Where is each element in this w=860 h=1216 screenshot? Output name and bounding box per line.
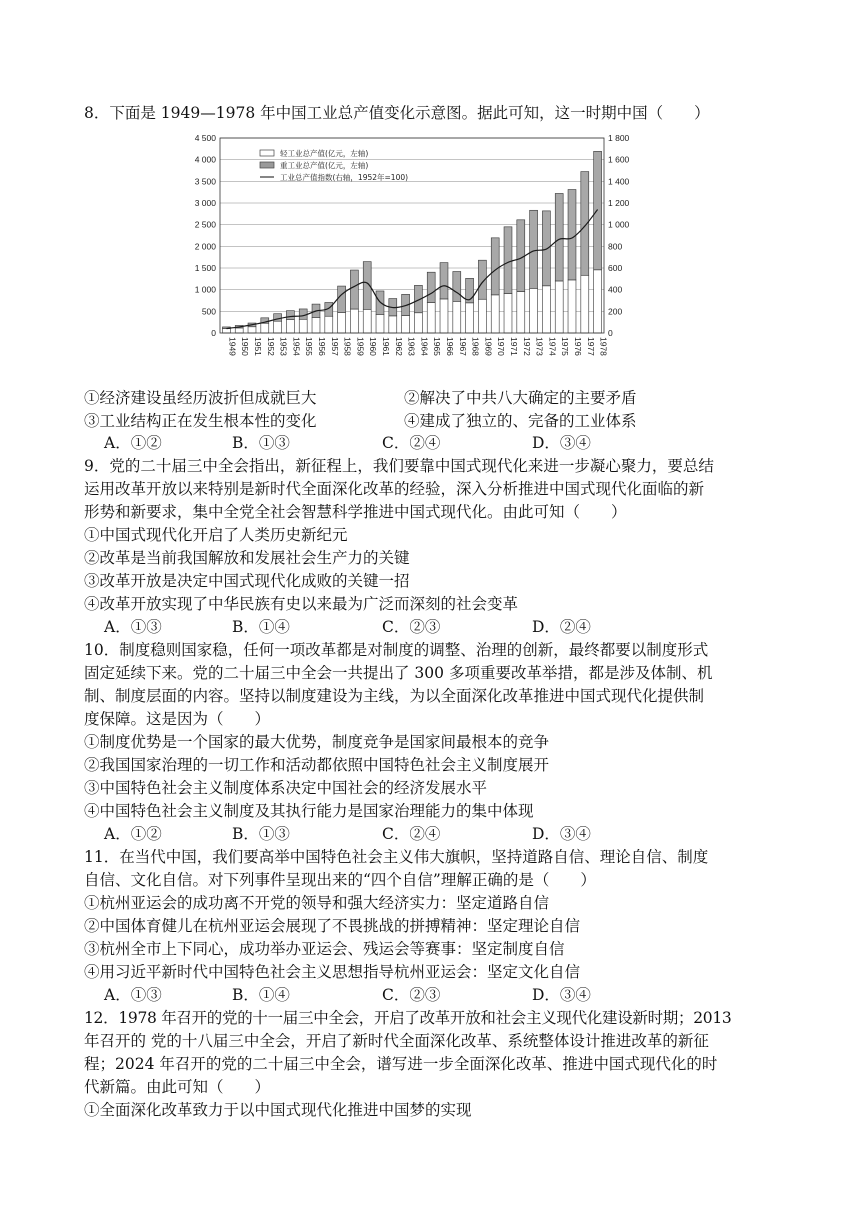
legend-index-label: 工业总产值指数(右轴，1952年=100) — [280, 173, 409, 182]
chart-legend — [260, 148, 408, 183]
right-tick-label: 1 200 — [608, 198, 630, 208]
x-tick-label: 1974 — [547, 337, 558, 356]
q9-stem-line-2: 运用改革开放以来特别是新时代全面深化改革的经验，深入分析推进中国式现代化面临的新 — [84, 480, 705, 498]
x-tick-label: 1959 — [355, 337, 366, 356]
industrial-output-chart — [186, 128, 630, 366]
bar-heavy-industry — [517, 220, 525, 292]
q8-option-d[interactable]: D．③④ — [532, 434, 591, 452]
q12-stem-line-4: 代新篇。由此可知（ ） — [84, 1078, 271, 1096]
q11-stem-line-2: 自信、文化自信。对下列事件呈现出来的“四个自信”理解正确的是（ ） — [84, 871, 596, 889]
bar-light-industry — [312, 317, 320, 333]
x-tick-label: 1963 — [406, 337, 417, 356]
bar-heavy-industry — [453, 272, 461, 302]
bar-heavy-industry — [555, 193, 563, 280]
chart-index-line — [226, 210, 597, 329]
x-tick-label: 1955 — [304, 337, 315, 356]
q10-option-d[interactable]: D．③④ — [532, 825, 591, 843]
q9-option-d[interactable]: D．②④ — [532, 618, 591, 636]
right-tick-label: 1 000 — [608, 219, 630, 230]
bar-light-industry — [402, 316, 410, 333]
q10-stem-line-4: 度保障。这是因为（ ） — [84, 710, 271, 728]
bar-light-industry — [478, 299, 486, 333]
right-tick-label: 1 600 — [608, 154, 630, 165]
q12-stem-line-2: 年召开的 党的十八届三中全会，开启了新时代全面深化改革、系统整体设计推进改革的新征 — [84, 1032, 709, 1050]
q11-item-3: ③杭州全市上下同心，成功举办亚运会、残运会等赛事：坚定制度自信 — [84, 940, 565, 958]
bar-light-industry — [325, 316, 333, 333]
q10-stem-line-2: 固定延续下来。党的二十届三中全会一共提出了 300 多项重要改革举措，都是涉及体制、机 — [84, 664, 713, 682]
index-line-path — [226, 210, 597, 329]
right-tick-label: 800 — [608, 241, 623, 252]
bar-heavy-industry — [491, 238, 499, 295]
right-tick-label: 0 — [608, 328, 613, 338]
x-tick-label: 1957 — [329, 337, 340, 356]
legend-heavy-swatch — [260, 162, 274, 168]
x-tick-label: 1970 — [496, 337, 507, 356]
x-tick-label: 1968 — [470, 337, 481, 356]
left-tick-label: 2 500 — [194, 219, 216, 230]
left-tick-label: 500 — [201, 306, 216, 317]
x-tick-label: 1966 — [445, 337, 455, 356]
x-tick-label: 1967 — [457, 337, 468, 356]
x-tick-label: 1952 — [265, 337, 276, 356]
legend-light-label: 轻工业总产值(亿元，左轴) — [280, 149, 369, 158]
left-axis-ticks — [195, 133, 217, 338]
q10-item-3: ③中国特色社会主义制度体系决定中国社会的经济发展水平 — [84, 779, 488, 797]
q12-stem-line-1: 12．1978 年召开的党的十一届三中全会，开启了改革开放和社会主义现代化建设新时期；2013 — [84, 1009, 732, 1027]
q9-stem-line-1: 9．党的二十届三中全会指出，新征程上，我们要靠中国式现代化来进一步凝心聚力，要总结 — [84, 457, 714, 475]
bar-light-industry — [363, 309, 371, 333]
q10-option-a[interactable]: A．①② — [104, 825, 162, 843]
right-tick-label: 600 — [608, 263, 623, 273]
bar-light-industry — [491, 295, 499, 333]
x-tick-label: 1953 — [278, 337, 289, 356]
q11-option-d[interactable]: D．③④ — [532, 986, 591, 1004]
right-tick-label: 400 — [608, 284, 623, 295]
q8-item-2: ②解决了中共八大确定的主要矛盾 — [404, 389, 637, 407]
q9-item-3: ③改革开放是决定中国式现代化成败的关键一招 — [84, 572, 410, 590]
bar-heavy-industry — [594, 151, 602, 269]
bar-heavy-industry — [286, 311, 294, 320]
legend-light-swatch — [260, 150, 274, 156]
q10-option-b[interactable]: B．①③ — [232, 825, 290, 843]
bar-light-industry — [594, 270, 602, 333]
bar-heavy-industry — [350, 270, 358, 309]
x-tick-label: 1958 — [342, 337, 353, 356]
left-tick-label: 1 500 — [194, 263, 216, 273]
right-axis-ticks — [608, 133, 630, 338]
bar-light-industry — [440, 299, 448, 333]
q9-option-c[interactable]: C．②③ — [382, 618, 441, 636]
q8-option-a[interactable]: A．①② — [104, 434, 162, 452]
q8-item-3: ③工业结构正在发生根本性的变化 — [84, 412, 317, 430]
q12-stem-line-3: 程；2024 年召开的党的二十届三中全会，谱写进一步全面深化改革、推进中国式现代化的时 — [84, 1055, 718, 1073]
left-tick-label: 3 500 — [194, 176, 216, 187]
q11-item-2: ②中国体育健儿在杭州亚运会展现了不畏挑战的拼搏精神：坚定理论自信 — [84, 917, 581, 935]
bar-heavy-industry — [530, 210, 538, 288]
bar-light-industry — [338, 312, 346, 333]
x-tick-label: 1951 — [253, 337, 263, 356]
bar-light-industry — [286, 320, 294, 333]
bar-light-industry — [376, 314, 384, 333]
x-tick-label: 1973 — [534, 337, 545, 356]
bar-light-industry — [466, 303, 474, 333]
bar-light-industry — [248, 327, 256, 333]
x-tick-label: 1978 — [598, 337, 609, 356]
bar-light-industry — [389, 316, 397, 333]
left-tick-label: 3 000 — [194, 198, 216, 208]
q11-item-4: ④用习近平新时代中国特色社会主义思想指导杭州亚运会：坚定文化自信 — [84, 963, 581, 981]
bar-heavy-industry — [299, 309, 307, 319]
left-tick-label: 0 — [211, 328, 216, 338]
x-tick-label: 1972 — [521, 337, 532, 356]
q12-item-1: ①全面深化改革致力于以中国式现代化推进中国梦的实现 — [84, 1101, 472, 1119]
q10-stem-line-3: 制、制度层面的内容。坚持以制度建设为主线，为以全面深化改革推进中国式现代化提供制 — [84, 687, 705, 705]
x-tick-label: 1969 — [483, 337, 494, 356]
bar-heavy-industry — [542, 211, 550, 286]
q8-item-4: ④建成了独立的、完备的工业体系 — [404, 412, 637, 430]
bar-heavy-industry — [427, 272, 435, 302]
left-tick-label: 2 000 — [194, 241, 216, 252]
x-tick-label: 1965 — [432, 337, 443, 356]
x-tick-label: 1964 — [419, 337, 430, 356]
x-tick-label: 1961 — [381, 337, 391, 356]
bar-light-industry — [299, 319, 307, 333]
right-tick-label: 200 — [608, 306, 623, 317]
right-tick-label: 1 400 — [608, 176, 630, 187]
q9-item-4: ④改革开放实现了中华民族有史以来最为广泛而深刻的社会变革 — [84, 595, 519, 613]
bar-light-industry — [350, 309, 358, 333]
left-tick-label: 4 000 — [194, 154, 216, 165]
bar-light-industry — [274, 321, 282, 333]
q11-item-1: ①杭州亚运会的成功离不开党的领导和强大经济实力：坚定道路自信 — [84, 894, 550, 912]
q11-option-a[interactable]: A．①③ — [104, 986, 162, 1004]
q11-option-c[interactable]: C．②③ — [382, 986, 441, 1004]
bar-light-industry — [261, 323, 269, 333]
legend-heavy-label: 重工业总产值(亿元，左轴) — [280, 161, 369, 170]
x-tick-label: 1956 — [317, 337, 327, 356]
left-tick-label: 1 000 — [194, 284, 216, 295]
bar-heavy-industry — [568, 190, 576, 280]
q8-item-1: ①经济建设虽经历波折但成就巨大 — [84, 389, 317, 407]
bar-light-industry — [414, 313, 422, 333]
left-tick-label: 4 500 — [194, 133, 216, 143]
bar-light-industry — [504, 293, 512, 333]
q10-item-4: ④中国特色社会主义制度及其执行能力是国家治理能力的集中体现 — [84, 802, 534, 820]
bar-light-industry — [453, 301, 461, 333]
bar-heavy-industry — [440, 263, 448, 299]
q10-stem-line-1: 10．制度稳则国家稳，任何一项改革都是对制度的调整、治理的创新，最终都要以制度形式 — [84, 641, 709, 659]
bar-heavy-industry — [338, 286, 346, 312]
bar-heavy-industry — [504, 227, 512, 294]
q9-option-a[interactable]: A．①③ — [104, 618, 162, 636]
bar-light-industry — [542, 286, 550, 333]
q8-option-b[interactable]: B．①③ — [232, 434, 290, 452]
bar-light-industry — [568, 280, 576, 333]
q8-stem: 8．下面是 1949—1978 年中国工业总产值变化示意图。据此可知，这一时期中国（ ） — [84, 104, 710, 122]
q10-item-1: ①制度优势是一个国家的最大优势，制度竞争是国家间最根本的竞争 — [84, 733, 550, 751]
bar-light-industry — [427, 303, 435, 333]
q11-option-b[interactable]: B．①④ — [232, 986, 290, 1004]
x-tick-label: 1975 — [560, 337, 571, 356]
q9-item-1: ①中国式现代化开启了人类历史新纪元 — [84, 526, 348, 544]
x-axis-ticks — [227, 337, 608, 356]
x-tick-label: 1962 — [393, 337, 404, 356]
x-tick-label: 1949 — [227, 337, 238, 356]
q11-stem-line-1: 11．在当代中国，我们要高举中国特色社会主义伟大旗帜，坚持道路自信、理论自信、制度 — [84, 848, 709, 866]
bar-light-industry — [235, 328, 243, 333]
q10-option-c[interactable]: C．②④ — [382, 825, 441, 843]
right-tick-label: 1 800 — [608, 133, 630, 143]
bar-light-industry — [530, 288, 538, 333]
q9-item-2: ②改革是当前我国解放和发展社会生产力的关键 — [84, 549, 410, 567]
q9-stem-line-3: 形势和新要求，集中全党全社会智慧科学推进中国式现代化。由此可知（ ） — [84, 503, 627, 521]
x-tick-label: 1977 — [585, 337, 596, 356]
bar-light-industry — [555, 281, 563, 333]
bar-light-industry — [517, 292, 525, 333]
q9-option-b[interactable]: B．①④ — [232, 618, 290, 636]
x-tick-label: 1976 — [573, 337, 583, 356]
x-tick-label: 1950 — [240, 337, 251, 356]
x-tick-label: 1954 — [291, 337, 302, 356]
q10-item-2: ②我国国家治理的一切工作和活动都依照中国特色社会主义制度展开 — [84, 756, 550, 774]
x-tick-label: 1971 — [509, 337, 519, 356]
bar-light-industry — [581, 275, 589, 333]
x-tick-label: 1960 — [368, 337, 379, 356]
bar-light-industry — [222, 329, 230, 333]
q8-option-c[interactable]: C．②④ — [382, 434, 441, 452]
